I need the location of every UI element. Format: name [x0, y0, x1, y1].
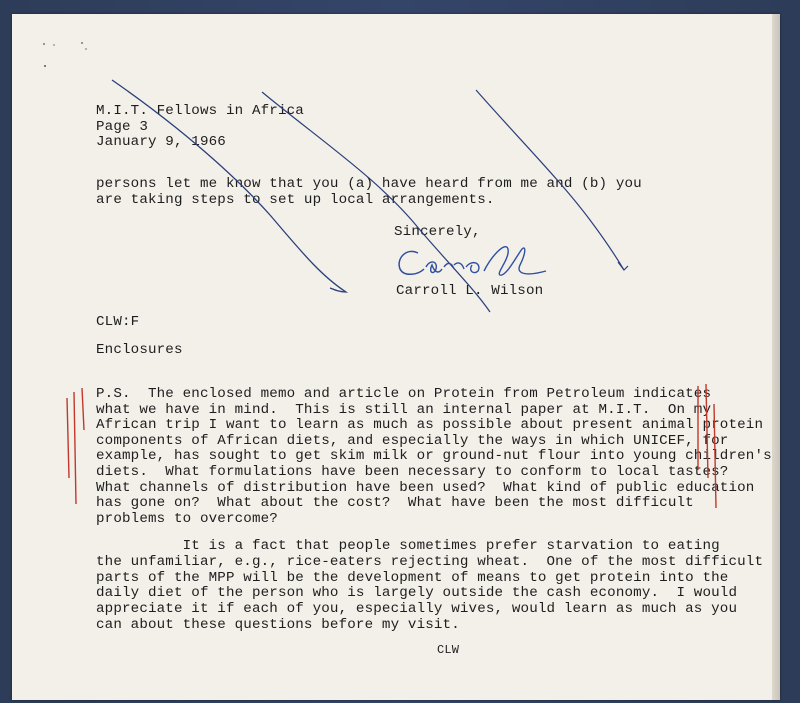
- ps-line: what we have in mind. This is still an internal paper at M.I.T. On my: [96, 401, 712, 418]
- body-line: persons let me know that you (a) have heard from me and (b) you: [96, 176, 642, 192]
- para-line: appreciate it if each of you, especially wives, would learn as much as you: [96, 601, 738, 618]
- signer-name: Carroll L. Wilson: [396, 283, 544, 299]
- letter-date: January 9, 1966: [96, 134, 226, 151]
- header-title: M.I.T. Fellows in Africa: [96, 103, 304, 119]
- ps-line: What channels of distribution have been used? What kind of public education: [96, 479, 755, 496]
- ps-line: African trip I want to learn as much as possible about present animal protein: [96, 417, 764, 434]
- closing-paragraph: [96, 539, 763, 634]
- body-text: [96, 177, 642, 208]
- corner-specks: [42, 40, 92, 73]
- para-line: the unfamiliar, e.g., rice-eaters rejecting wheat. One of the most difficult: [96, 553, 764, 570]
- para-line: parts of the MPP will be the development of means to get protein into the: [96, 569, 729, 586]
- ps-line: has gone on? What about the cost? What have been the most difficult: [96, 495, 694, 512]
- para-line: daily diet of the person who is largely outside the cash economy. I would: [96, 585, 738, 602]
- postscript: [96, 387, 772, 527]
- closing-salutation: Sincerely,: [394, 224, 481, 240]
- reference-initials: CLW:F: [96, 314, 140, 330]
- ps-line: components of African diets, and especially the ways in which UNICEF, for: [96, 432, 729, 449]
- enclosures-label: Enclosures: [96, 342, 183, 358]
- page-number: Page 3: [96, 118, 148, 135]
- ps-line: problems to overcome?: [96, 510, 278, 527]
- body-line: are taking steps to set up local arrangements.: [96, 191, 495, 208]
- ps-line: example, has sought to get skim milk or ground-nut flour into young children's: [96, 448, 772, 465]
- letter-header: [96, 104, 304, 151]
- footer-initials: CLW: [437, 643, 460, 657]
- page-edge: [772, 14, 780, 700]
- ps-line: P.S. The enclosed memo and article on Protein from Petroleum indicates: [96, 386, 712, 402]
- ps-line: diets. What formulations have been necessary to conform to local tastes?: [96, 463, 729, 480]
- para-line: can about these questions before my visit.: [96, 616, 460, 633]
- para-line: It is a fact that people sometimes prefer starvation to eating: [96, 538, 720, 554]
